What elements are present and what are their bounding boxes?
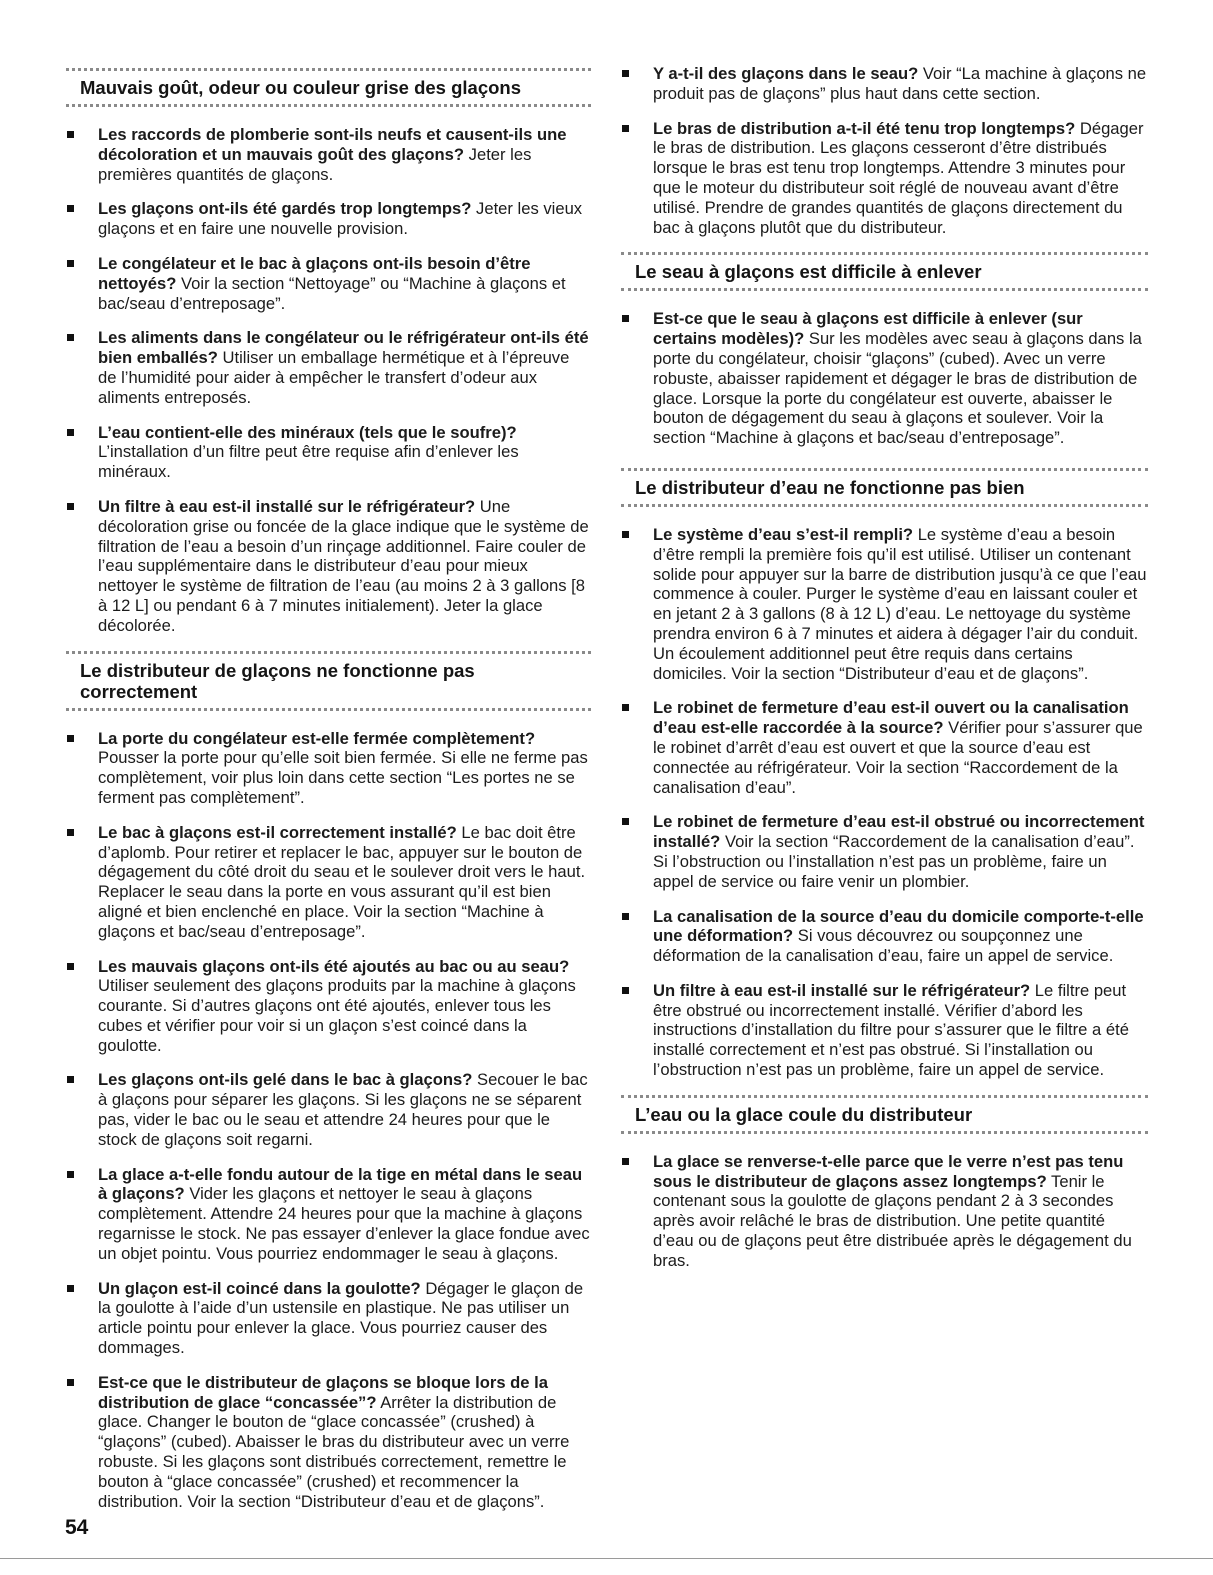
answer: Vérifier pour s’assurer que le robinet d’arrêt d’eau est ouvert et que la source d’eau est connectée au réfrigérateur. Voir la section “Raccordement de la canalisation d’eau”. [653,718,1143,797]
square-bullet-icon [67,829,74,836]
square-bullet-icon [67,1171,74,1178]
section-title: Le distributeur de glaçons ne fonctionne pas correctement [80,659,475,702]
section-header [66,68,591,107]
troubleshooting-list [66,125,591,636]
question: Les aliments dans le congélateur ou le réfrigérateur ont-ils été bien emballés? [98,328,589,368]
square-bullet-icon [622,125,629,132]
square-bullet-icon [622,70,629,77]
question: Les glaçons ont-ils gelé dans le bac à glaçons? [98,1070,473,1090]
question: Le congélateur et le bac à glaçons ont-ils besoin d’être nettoyés? [98,253,531,293]
square-bullet-icon [67,131,74,138]
list-item [621,525,1148,683]
question: Un glaçon est-il coincé dans la goulotte? [98,1278,421,1298]
list-item [66,1373,591,1512]
question: Est-ce que le seau à glaçons est difficile à enlever (sur certains modèles)? [653,309,1083,349]
answer: Voir la section “Nettoyage” ou “Machine à glaçons et bac/seau d’entreposage”. [98,273,566,313]
troubleshooting-list [621,64,1148,237]
answer: Arrêter la distribution de glace. Changer le bouton de “glace concassée” (crushed) à “glaçons” (cubed). Abaisser le bras du distributeur avec un verre robuste. Si les glaçons sont distribués correctement, remettre le bouton à “glace concassée” (crushed) et recommencer la distribution. Voir la section “Distributeur d’eau et de glaçons”. [98,1392,570,1511]
answer: Pousser la porte pour qu’elle soit bien fermée. Si elle ne ferme pas complètement, voir plus loin dans cette section “Les portes ne se ferment pas complètement”. [98,748,588,807]
troubleshooting-list [621,525,1148,1080]
square-bullet-icon [67,503,74,510]
list-item [66,1279,591,1358]
list-item [66,823,591,942]
question: La porte du congélateur est-elle fermée complètement? [98,728,536,748]
question: Est-ce que le distributeur de glaçons se bloque lors de la distribution de glace “concassée”? [98,1372,548,1412]
question: Le robinet de fermeture d’eau est-il ouvert ou la canalisation d’eau est-elle raccordée à la source? [653,698,1129,738]
answer: Secouer le bac à glaçons pour séparer les glaçons. Si les glaçons ne se séparent pas, vider le bac ou le seau et attendre 24 heures pour que le stock de glaçons soit regarni. [98,1070,588,1149]
list-item [621,698,1148,797]
square-bullet-icon [67,963,74,970]
question: Le bac à glaçons est-il correctement installé? [98,822,457,842]
answer: Jeter les premières quantités de glaçons. [98,144,532,184]
section-rule-bottom [66,708,591,711]
section-rule-bottom [621,288,1148,291]
list-item [621,64,1148,104]
question: Les raccords de plomberie sont-ils neufs et causent-ils une décoloration et un mauvais goût des glaçons? [98,125,567,164]
section-header [621,252,1148,291]
list-item [66,125,591,184]
question: Les mauvais glaçons ont-ils été ajoutés au bac ou au seau? [98,956,570,976]
list-item [621,119,1148,238]
list-item [66,423,591,482]
question: La glace a-t-elle fondu autour de la tige en métal dans le seau à glaçons? [98,1164,583,1204]
question: Le bras de distribution a-t-il été tenu trop longtemps? [653,118,1076,138]
list-item [621,1152,1148,1271]
answer: Sur les modèles avec seau à glaçons dans la porte du congélateur, choisir “glaçons” (cubed). Avec un verre robuste, abaisser rapidement et dégager le bras de distribution de glace. Lorsque la porte du congélateur est ouverte, abaisser le bouton de dégagement du seau à glaçons et soulever. Voir la section “Machine à glaçons et bac/seau d’entreposage”. [653,329,1142,448]
section-rule-bottom [66,104,591,107]
question: La canalisation de la source d’eau du domicile comporte-t-elle une déformation? [653,906,1144,946]
question: Le système d’eau s’est-il rempli? [653,524,914,544]
square-bullet-icon [622,704,629,711]
question: Un filtre à eau est-il installé sur le réfrigérateur? [653,980,1031,1000]
answer: Utiliser un emballage hermétique et à l’épreuve de l’humidité pour aider à empêcher le transfert d’odeur aux aliments entreposés. [98,348,570,407]
section-rule-bottom [621,1131,1148,1134]
section-title: Le seau à glaçons est difficile à enlever [635,261,982,283]
list-item [621,981,1148,1080]
answer: Une décoloration grise ou foncée de la glace indique que le système de filtration de l’eau a besoin d’un rinçage additionnel. Faire couler de l’eau supplémentaire dans le distributeur d’eau pour mieux nettoyer le système de filtration de l’eau (au moins 2 à 3 gallons [8 à 12 L] ou pendant 6 à 7 minutes initialement). Jeter la glace décolorée. [98,496,589,635]
answer: Le système d’eau a besoin d’être rempli la première fois qu’il est utilisé. Utiliser un contenant solide pour appuyer sur la barre de distribution jusqu’à ce que l’eau commence à couler. Purger le système d’eau en laissant couler et en jetant 2 à 3 gallons (8 à 12 L) d’eau. Le nettoyage du système prendra environ 6 à 7 minutes et aidera à dégager l’air du conduit. Un écoulement additionnel peut être requis dans certains domiciles. Voir la section “Distributeur d’eau et de glaçons”. [653,524,1147,683]
question: Un filtre à eau est-il installé sur le réfrigérateur? [98,496,476,516]
list-item [66,729,591,808]
square-bullet-icon [622,818,629,825]
section-header [621,468,1148,507]
list-item [66,199,591,239]
answer: Tenir le contenant sous la goulotte de glaçons pendant 2 à 3 secondes après avoir relâché le bras de distribution. Une petite quantité d’eau ou de glaçons peut être distribuée après le dégagement du bras. [653,1171,1132,1270]
square-bullet-icon [67,735,74,742]
square-bullet-icon [67,1285,74,1292]
square-bullet-icon [67,429,74,436]
list-item [66,328,591,407]
square-bullet-icon [67,205,74,212]
square-bullet-icon [67,334,74,341]
section-title: L’eau ou la glace coule du distributeur [635,1103,973,1125]
answer: Voir la section “Raccordement de la canalisation d’eau”. Si l’obstruction ou l’installation n’est pas un problème, faire un appel de service ou faire venir un plombier. [653,832,1135,891]
square-bullet-icon [67,260,74,267]
question: Les glaçons ont-ils été gardés trop longtemps? [98,199,472,219]
list-item [66,1165,591,1264]
list-item [66,254,591,313]
list-item [621,907,1148,966]
section-title: Mauvais goût, odeur ou couleur grise des glaçons [80,77,522,98]
answer: Voir “La machine à glaçons ne produit pas de glaçons” plus haut dans cette section. [653,64,1147,103]
square-bullet-icon [67,1076,74,1083]
question: La glace se renverse-t-elle parce que le verre n’est pas tenu sous le distributeur de glaçons assez longtemps? [653,1151,1124,1191]
answer: Dégager le glaçon de la goulotte à l’aide d’un ustensile en plastique. Ne pas utiliser un article pointu pour enlever la glace. Vous pourriez causer des dommages. [98,1278,584,1358]
square-bullet-icon [622,987,629,994]
section-rule-bottom [621,504,1148,507]
section-header [621,1095,1148,1134]
answer: Jeter les vieux glaçons et en faire une nouvelle provision. [98,199,583,239]
left-column [66,68,591,1526]
question: L’eau contient-elle des minéraux (tels que le soufre)? [98,422,517,442]
answer: Utiliser seulement des glaçons produits par la machine à glaçons courante. Si d’autres glaçons ont été ajoutés, enlever tous les cubes et vérifier pour voir si un glaçon s’est coincé dans la goulotte. [98,976,576,1055]
page-bottom-rule [0,1558,1213,1559]
list-item [621,309,1148,448]
troubleshooting-list [66,729,591,1512]
square-bullet-icon [622,913,629,920]
question: Y a-t-il des glaçons dans le seau? [653,64,919,83]
right-column [621,64,1148,1286]
answer: Si vous découvrez ou soupçonnez une déformation de la canalisation d’eau, faire un appel de service. [653,926,1114,966]
section-header [66,651,591,711]
list-item [66,957,591,1056]
square-bullet-icon [622,1158,629,1165]
answer: L’installation d’un filtre peut être requise afin d’enlever les minéraux. [98,442,519,482]
list-item [621,812,1148,891]
list-item [66,1070,591,1149]
answer: Vider les glaçons et nettoyer le seau à glaçons complètement. Attendre 24 heures pour que la machine à glaçons regarnisse le stock. Ne pas essayer d’enlever la glace fondue avec un objet pointu. Vous pourriez endommager le seau à glaçons. [98,1184,590,1263]
square-bullet-icon [622,531,629,538]
troubleshooting-list [621,1152,1148,1271]
answer: Dégager le bras de distribution. Les glaçons cesseront d’être distribués lorsque le bras est tenu trop longtemps. Attendre 3 minutes pour que le moteur du distributeur soit réglé de nouveau avant d’être utilisé. Prendre de grandes quantités de glaçons directement du bac à glaçons plutôt que du distributeur. [653,118,1144,237]
troubleshooting-list [621,309,1148,448]
square-bullet-icon [622,315,629,322]
question: Le robinet de fermeture d’eau est-il obstrué ou incorrectement installé? [653,812,1145,852]
square-bullet-icon [67,1379,74,1386]
section-title: Le distributeur d’eau ne fonctionne pas bien [635,476,1025,498]
list-item [66,497,591,636]
answer: Le bac doit être d’aplomb. Pour retirer et replacer le bac, appuyer sur le bouton de dégagement du côté droit du seau et le soulever droit vers le haut. Replacer le seau dans la porte en vous assurant qu’il est bien aligné et bien enclenché en place. Voir la section “Machine à glaçons et bac/seau d’entreposage”. [98,822,586,941]
answer: Le filtre peut être obstrué ou incorrectement installé. Vérifier d’abord les instructions d’installation du filtre pour s’assurer que le filtre a été installé correctement et n’est pas obstrué. Si l’installation ou l’obstruction n’est pas un problème, faire un appel de service. [653,980,1129,1080]
page-number: 54 [65,1516,89,1539]
